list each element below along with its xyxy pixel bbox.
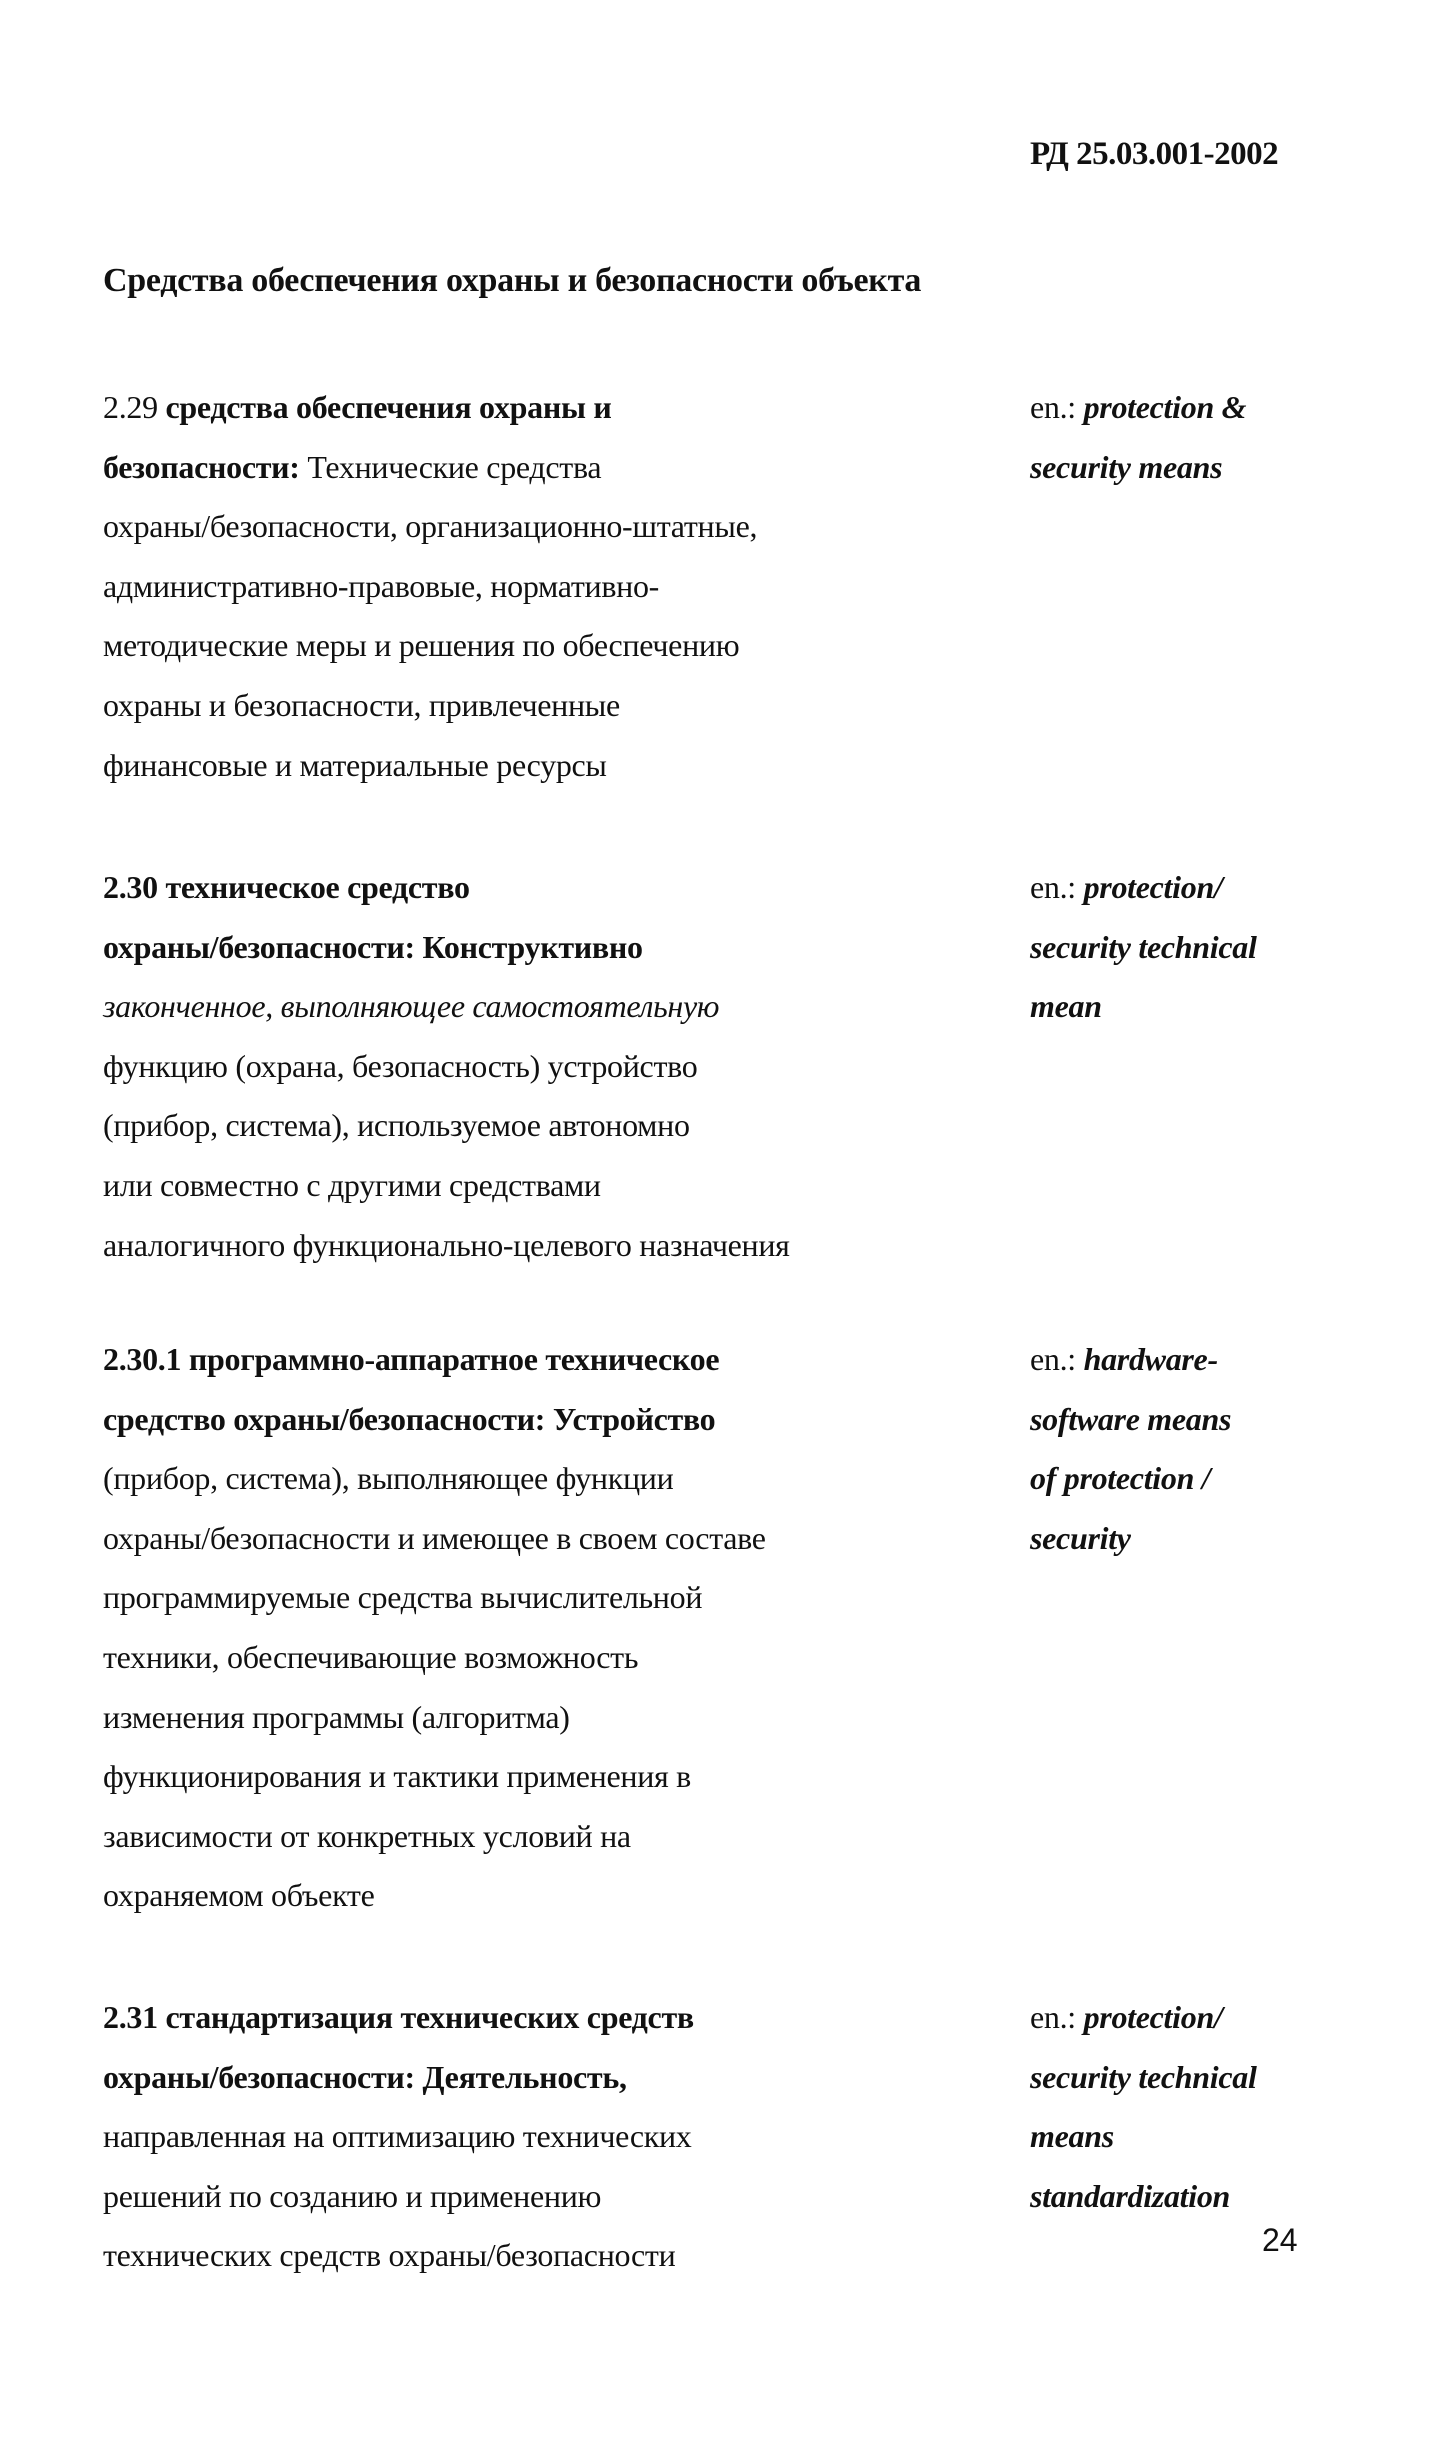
language-prefix: en.: [1030, 869, 1076, 905]
definition-line [103, 1688, 963, 1748]
definition-text: охраны/безопасности, организационно-штатные, [103, 508, 758, 545]
definition-text: методические меры и решения по обеспечению [103, 627, 740, 664]
definition-line [103, 1096, 963, 1156]
english-term: of protection / [1030, 1460, 1211, 1497]
english-term-line [1030, 1330, 1410, 1390]
definition-line [103, 977, 963, 1037]
definition-text: охраняемом объекте [103, 1877, 375, 1914]
english-term: security technical [1030, 928, 1257, 965]
definition-line [103, 2167, 963, 2227]
definition-line [103, 1509, 963, 1569]
english-term: security technical [1030, 2058, 1257, 2095]
english-term: mean [1030, 988, 1102, 1025]
english-term: security [1030, 1519, 1131, 1556]
definition-line [103, 2048, 963, 2108]
english-equivalent [1030, 1330, 1410, 1568]
definition-line [103, 858, 963, 918]
english-term-line [1030, 378, 1410, 438]
english-term: protection/ [1083, 1999, 1223, 2035]
english-term: means [1030, 2118, 1114, 2155]
english-term-line [1030, 1509, 1410, 1569]
english-term: security means [1030, 448, 1223, 485]
english-term-line [1030, 2167, 1410, 2227]
definition-text: функцию (охрана, безопасность) устройство [103, 1047, 698, 1084]
definition-text: 2.29 [103, 389, 166, 425]
definition-text: решений по созданию и применению [103, 2177, 602, 2214]
english-term: software means [1030, 1400, 1232, 1437]
english-term: standardization [1030, 2177, 1231, 2214]
english-term-line [1030, 977, 1410, 1037]
definition-text: техники, обеспечивающие возможность [103, 1638, 639, 1675]
definition-line [103, 918, 963, 978]
definition-text: законченное, выполняющее самостоятельную [103, 988, 720, 1025]
english-term-line [1030, 2048, 1410, 2108]
document-code: РД 25.03.001-2002 [1030, 136, 1279, 172]
definition-line [103, 497, 963, 557]
english-term-line [1030, 858, 1410, 918]
english-equivalent [1030, 1988, 1410, 2226]
english-term: hardware- [1083, 1341, 1218, 1377]
page-number: 24 [1262, 2222, 1298, 2258]
definition-line [103, 1807, 963, 1867]
definition-text: или совместно с другими средствами [103, 1166, 601, 1203]
english-term: protection & [1083, 389, 1247, 425]
language-prefix: en.: [1030, 1341, 1076, 1377]
term-definition [103, 858, 963, 1275]
definition-line [103, 1037, 963, 1097]
term-name: безопасности: [103, 448, 300, 485]
term-name: 2.30.1 программно-аппаратное техническое [103, 1341, 720, 1377]
definition-line [103, 1390, 963, 1450]
english-term-line [1030, 2107, 1410, 2167]
definition-line [103, 1449, 963, 1509]
language-prefix: en.: [1030, 1999, 1076, 2035]
definition-line [103, 616, 963, 676]
definition-line [103, 2107, 963, 2167]
definition-line [103, 1216, 963, 1276]
definition-text: зависимости от конкретных условий на [103, 1817, 631, 1854]
term-name: 2.31 стандартизация технических средств [103, 1999, 694, 2035]
definition-text: технических средств охраны/безопасности [103, 2237, 676, 2274]
english-term-line [1030, 438, 1410, 498]
definition-text: охраны и безопасности, привлеченные [103, 686, 620, 723]
term-name: средства обеспечения охраны и [165, 389, 612, 425]
definition-text: финансовые и материальные ресурсы [103, 746, 607, 783]
definition-text: (прибор, система), выполняющее функции [103, 1460, 674, 1497]
definition-text: направленная на оптимизацию технических [103, 2118, 692, 2155]
english-equivalent [1030, 378, 1410, 497]
definition-line [103, 1156, 963, 1216]
definition-line [103, 2226, 963, 2286]
definition-line [103, 676, 963, 736]
term-name: средство охраны/безопасности: Устройство [103, 1400, 716, 1437]
definition-line [103, 438, 963, 498]
definition-line [103, 1988, 963, 2048]
definition-text: административно-правовые, нормативно- [103, 567, 660, 604]
definition-line [103, 1568, 963, 1628]
english-term: protection/ [1083, 869, 1223, 905]
definition-line [103, 1330, 963, 1390]
english-equivalent [1030, 858, 1410, 1037]
definition-text: (прибор, система), используемое автономно [103, 1107, 690, 1144]
definition-line [103, 557, 963, 617]
english-term-line [1030, 1988, 1410, 2048]
term-definition [103, 378, 963, 795]
language-prefix: en.: [1030, 389, 1076, 425]
section-heading: Средства обеспечения охраны и безопасности объекта [103, 262, 922, 299]
definition-text: аналогичного функционально-целевого назначения [103, 1226, 790, 1263]
term-definition [103, 1330, 963, 1926]
definition-text: изменения программы (алгоритма) [103, 1698, 570, 1735]
definition-line [103, 1628, 963, 1688]
term-name: охраны/безопасности: Конструктивно [103, 928, 643, 965]
term-name: 2.30 техническое средство [103, 869, 470, 905]
definition-line [103, 378, 963, 438]
definition-line [103, 736, 963, 796]
definition-line [103, 1747, 963, 1807]
english-term-line [1030, 1390, 1410, 1450]
english-term-line [1030, 918, 1410, 978]
term-name: охраны/безопасности: Деятельность, [103, 2058, 627, 2095]
definition-text: охраны/безопасности и имеющее в своем составе [103, 1519, 766, 1556]
definition-text: Технические средства [299, 448, 602, 485]
term-definition [103, 1988, 963, 2286]
definition-text: программируемые средства вычислительной [103, 1579, 703, 1616]
definition-text: функционирования и тактики применения в [103, 1758, 691, 1795]
english-term-line [1030, 1449, 1410, 1509]
definition-line [103, 1866, 963, 1926]
